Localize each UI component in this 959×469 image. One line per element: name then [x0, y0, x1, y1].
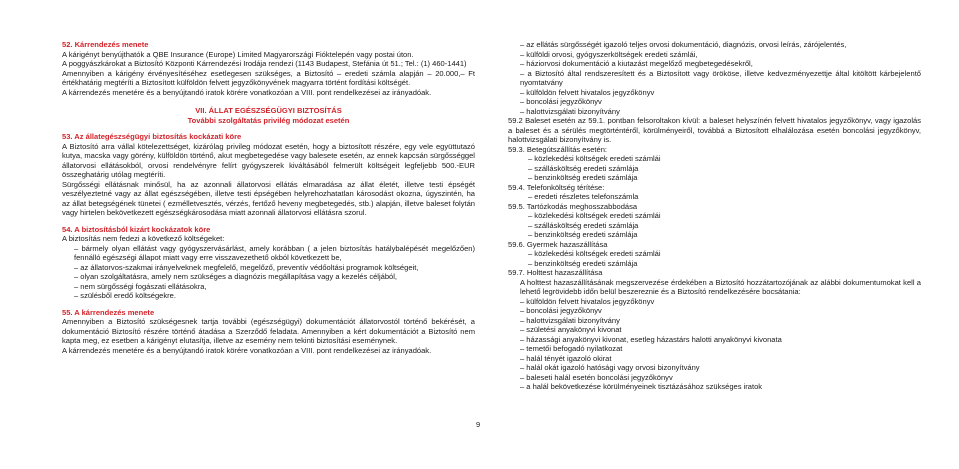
paragraph: A kárrendezés menetére és a benyújtandó iratok körére vonatkozóan a VIII. pont rendelkezései az irányadóak.	[62, 87, 432, 97]
paragraph: – a Biztosító által rendszeresített és a Biztosított vagy örököse, illetve kedvezményezettje által kitöltött kárbejelentő nyomtatvány	[520, 68, 921, 87]
section-heading: 53. Az állategészségügyi biztosítás kockázati köre	[62, 132, 242, 141]
right-column	[508, 40, 921, 392]
paragraph: 59.7. Holttest hazaszállítása	[508, 268, 603, 277]
paragraph: – szállásköltség eredeti számlája	[528, 163, 639, 173]
paragraph: Amennyiben a Biztosító szükségesnek tartja további (egészségügyi) dokumentációt állatorvostól történő bekérését, a dokumentáció Biztosító részére történő átadása a Szerződő feladata. Amennyiben a kért dokumentációt a Biztosító nem kapta meg, ez esetben a kárigényt elutasítja, illetve az esemény nem tekinti biztosítási eseménynek.	[62, 317, 475, 345]
paragraph: – háziorvosi dokumentáció a kiutazást megelőző megbetegedésekről,	[520, 59, 753, 68]
paragraph: – külföldön felvett hivatalos jegyzőkönyv	[520, 296, 655, 306]
paragraph: – házassági anyakönyvi kivonat, esetleg házastárs halotti anyakönyvi kivonata	[520, 334, 782, 344]
paragraph: – külföldön felvett hivatalos jegyzőkönyv	[520, 87, 655, 97]
paragraph: – benzinköltség eredeti számlája	[528, 258, 638, 268]
paragraph: – temetői befogadó nyilatkozat	[520, 344, 623, 353]
paragraph: – boncolási jegyzőkönyv	[520, 306, 602, 315]
paragraph: – szülésből eredő költségekre.	[74, 291, 176, 300]
paragraph: – bármely olyan ellátást vagy gyógyszervásárlást, amely korábban ( a jelen biztosítás hatálybalépését megelőzően) fennálló egészségi állapot miatt vagy erre visszavezethető okból következett be,	[74, 243, 475, 262]
paragraph: – halál tényét igazoló okirat	[520, 353, 612, 363]
section-heading: 54. A biztosításból kizárt kockázatok köre	[62, 224, 211, 234]
paragraph: – olyan szolgáltatásra, amely nem szükséges a diagnózis megállapítása vagy a kezelés céljából,	[74, 272, 398, 281]
paragraph: A holttest hazaszállításának megszervezése érdekében a Biztosító hozzátartozójának az alábbi dokumentumokat kell a lehető legrövidebb időn belül beszereznie és a Biztosító rendelkezésére bocsátania:	[520, 277, 921, 296]
paragraph: – közlekedési költségek eredeti számlái	[528, 249, 661, 258]
paragraph: – boncolási jegyzőkönyv	[520, 97, 602, 106]
paragraph: – halottvizsgálati bizonyítvány	[520, 315, 620, 325]
paragraph: – halál okát igazoló hatósági vagy orvosi bizonyítvány	[520, 363, 700, 372]
paragraph: A Biztosító arra vállal kötelezettséget, kizárólag privileg módozat esetén, hogy a biztosított részére, egy vele együttutazó kutya, macska vagy görény, külföldön történő, akut megbetegedése vagy balesete esetén, az ennek kapcsán sürgősséggel állatorvosi ellátásokból, orvosi rendelvényre felírt gyógyszerek kiváltásából felmerült költségeit legfeljebb 500.-EUR összeghatárig utólag megtéríti.	[62, 141, 475, 179]
paragraph: Sürgősségi ellátásnak minősül, ha az azonnali állatorvosi ellátás elmaradása az állat életét, illetve testi épségét veszélyeztetné vagy az állat egészségében, illetve testi épségében helyrehozhatatlan károsodást okozna, úgyszintén, ha az állat betegségének tünetei ( ezmélletvesztés, vérzés, fertőző heveny megbetegedés, stb.) alapján, illetve baleset folytán vagy hirtelen bekövetkezett egészségkárosodása miatt azonnali állatorvosi ellátásra szorul.	[62, 179, 475, 217]
section-heading: 52. Kárrendezés menete	[62, 40, 149, 49]
section-heading: VII. ÁLLAT EGÉSZSÉGÜGYI BIZTOSÍTÁS	[195, 106, 342, 115]
paragraph: 59.3. Betegútszállítás esetén:	[508, 144, 608, 154]
paragraph: Amennyiben a kárigény érvényesítéséhez esetlegesen szükséges, a Biztosító – eredeti számla alapján – 20.000,– Ft értékhatárig megtéríti a Biztosított külföldön felvett jegyzőkönyvének magyarra történt fordítási költségét.	[62, 68, 475, 87]
paragraph: 59.6. Gyermek hazaszállítása	[508, 239, 608, 249]
paragraph: 59.5. Tartózkodás meghosszabbodása	[508, 201, 638, 211]
paragraph: – közlekedési költségek eredeti számlái	[528, 154, 661, 163]
paragraph: – közlekedési költségek eredeti számlái	[528, 211, 661, 220]
section-heading: További szolgáltatás privilég módozat esetén	[187, 115, 350, 125]
paragraph: – benzinköltség eredeti számlája	[528, 173, 638, 182]
paragraph: 59.4. Telefonköltség térítése:	[508, 182, 605, 192]
paragraph: – halottvizsgálati bizonyítvány	[520, 106, 620, 116]
paragraph: A poggyászkárokat a Biztosító Központi Kárrendezési Irodája rendezi (1143 Budapest, Stefánia út 51.; Tel.: (1) 460-1441)	[62, 59, 467, 68]
section-heading: 55. A kárrendezés menete	[62, 307, 155, 317]
paragraph: – a halál bekövetkezése körülményeinek tisztázásához szükséges iratok	[520, 382, 763, 391]
paragraph: A biztosítás nem fedezi a következő költségeket:	[62, 234, 225, 243]
paragraph: – nem sürgősségi fogászati ellátásokra,	[74, 281, 207, 291]
paragraph: – az állatorvos-szakmai irányelveknek megfelelő, megelőző, preventív védőoltási programok költségeit,	[74, 262, 419, 272]
paragraph: A kárrendezés menetére és a benyújtandó iratok körére vonatkozóan a VIII. pont rendelkezései az irányadóak.	[62, 345, 432, 355]
paragraph: A kárigényt benyújthatók a QBE Insurance (Europe) Limited Magyarországi Fióktelepén vagy postai úton.	[62, 49, 414, 59]
page-number: 9	[476, 420, 481, 429]
paragraph: – külföldi orvosi, gyógyszerköltségek eredeti számlái,	[520, 49, 698, 59]
paragraph: 59.2 Baleset esetén az 59.1. pontban felsoroltakon kívül: a baleset helyszínén felvett hivatalos jegyzőkönyv, vagy igazolás a baleset és a sérülés megtörténtéről, körülményeiről, továbbá a Biztosított elhalálozása esetén boncolási jegyzőkönyv, halottvizsgálati bizonyítvány is.	[508, 116, 921, 144]
left-column	[62, 40, 475, 355]
paragraph: – benzinköltség eredeti számlája	[528, 230, 638, 239]
paragraph: – szállásköltség eredeti számlája	[528, 220, 639, 230]
paragraph: – eredeti részletes telefonszámla	[528, 192, 639, 201]
paragraph: – születési anyakönyvi kivonat	[520, 325, 622, 334]
paragraph: – baleseti halál esetén boncolási jegyzőkönyv	[520, 372, 673, 382]
paragraph: – az ellátás sürgősségét igazoló teljes orvosi dokumentáció, diagnózis, orvosi leírás, zárójelentés,	[520, 40, 847, 49]
